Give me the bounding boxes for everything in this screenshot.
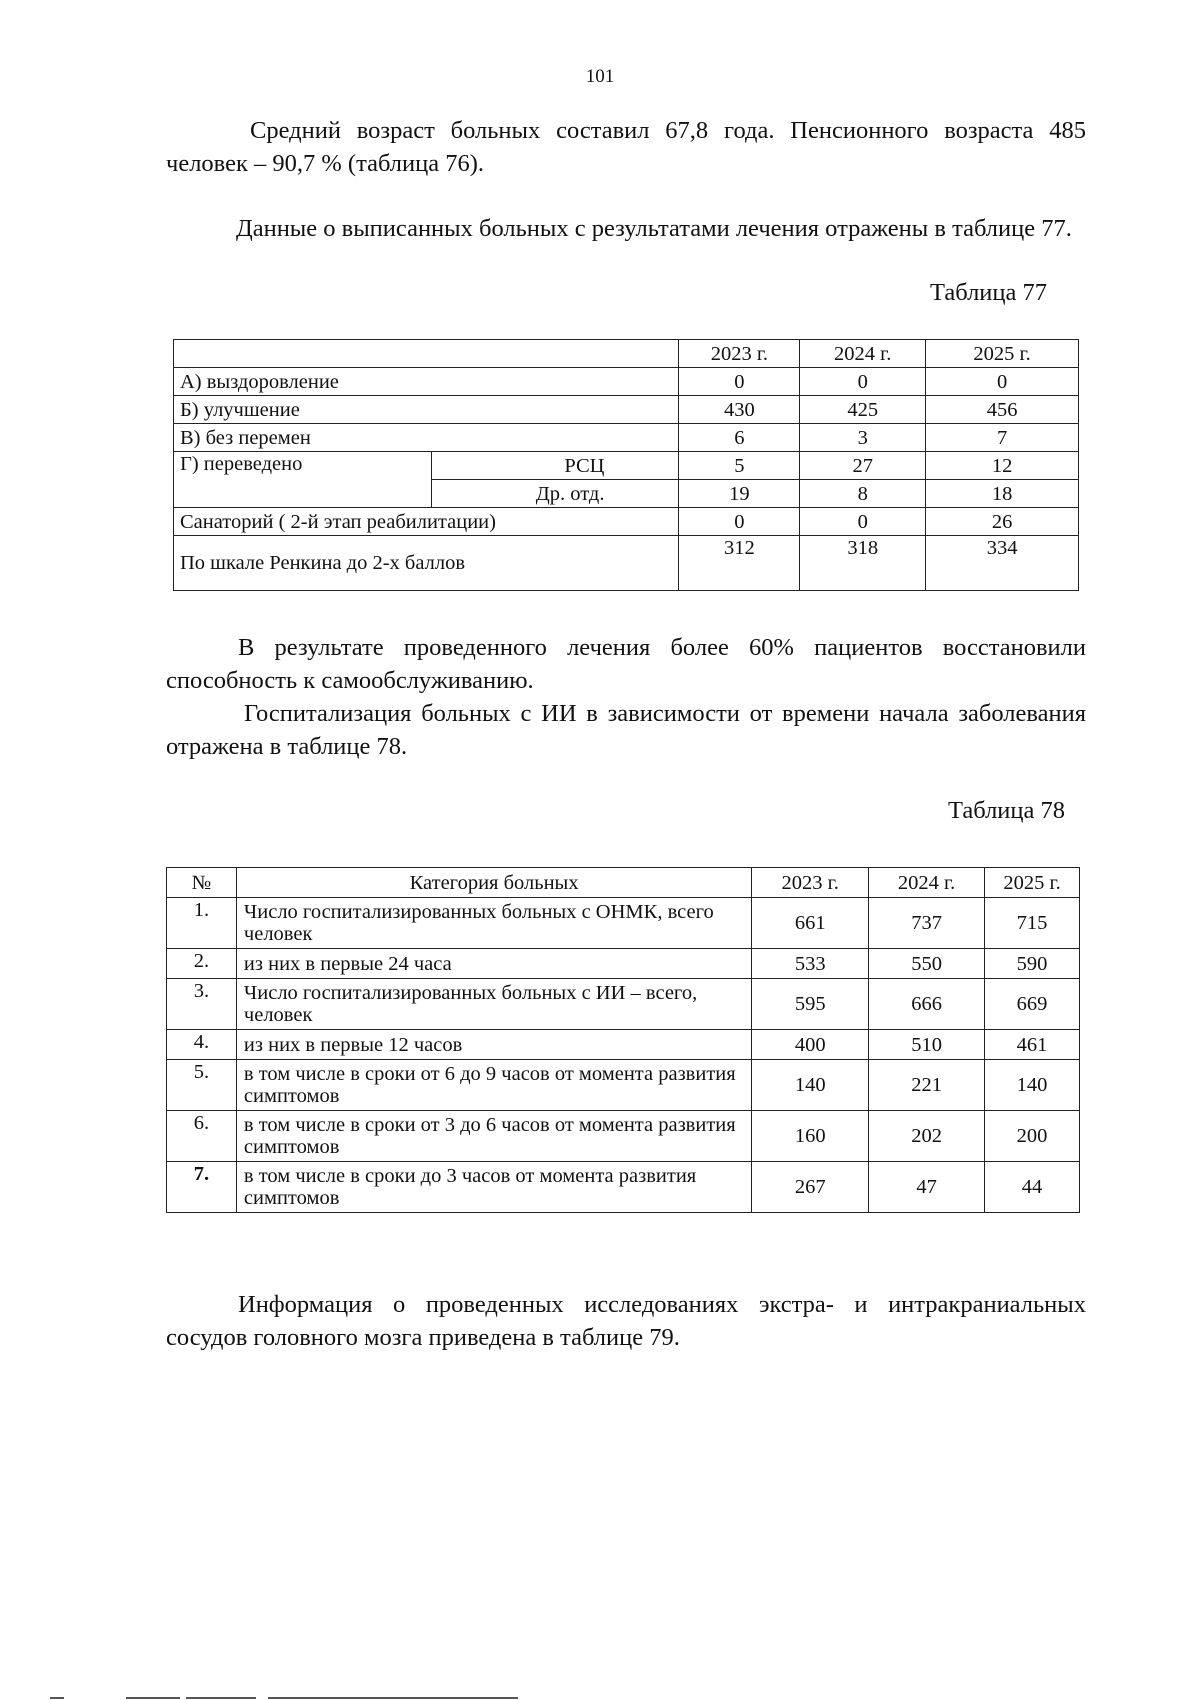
table-header-cell: 2025 г.	[926, 340, 1079, 368]
table-cell: 200	[985, 1111, 1080, 1162]
table-cell: 7	[926, 424, 1079, 452]
table-row	[167, 898, 1080, 949]
category-cell: из них в первые 12 часов	[236, 1030, 751, 1060]
row-label: Санаторий ( 2-й этап реабилитации)	[174, 508, 679, 536]
table-row	[174, 424, 1079, 452]
sub-row-label: Др. отд.	[431, 480, 679, 508]
table-78-caption: Таблица 78	[948, 797, 1066, 824]
table-cell: 590	[985, 949, 1080, 979]
table-row	[167, 1162, 1080, 1213]
footer-rule	[50, 1697, 64, 1699]
table-cell: 12	[926, 452, 1079, 480]
table-header-cell: №	[167, 868, 237, 898]
table-cell: 400	[752, 1030, 869, 1060]
table-cell: 221	[869, 1060, 985, 1111]
paragraph-hospitalization: Госпитализация больных с ИИ в зависимости от времени начала заболевания отражена в таблице 78.	[166, 700, 1086, 760]
row-label: Г) переведено	[174, 452, 432, 508]
table-cell: 461	[985, 1030, 1080, 1060]
table-row	[174, 340, 1079, 368]
row-label: Б) улучшение	[174, 396, 679, 424]
table-cell: 26	[926, 508, 1079, 536]
table-cell: 140	[752, 1060, 869, 1111]
table-cell: 0	[679, 508, 800, 536]
table-78	[166, 867, 1080, 1213]
category-cell: в том числе в сроки от 6 до 9 часов от момента развития симптомов	[236, 1060, 751, 1111]
footer-rule	[126, 1697, 180, 1699]
table-row	[167, 1060, 1080, 1111]
table-header-cell: 2023 г.	[679, 340, 800, 368]
table-cell: 19	[679, 480, 800, 508]
table-cell: 0	[800, 508, 926, 536]
table-cell: 318	[800, 536, 926, 591]
row-number: 6.	[167, 1111, 237, 1162]
table-cell: 737	[869, 898, 985, 949]
table-77	[173, 339, 1079, 591]
table-cell: 47	[869, 1162, 985, 1213]
table-cell: 27	[800, 452, 926, 480]
table-row	[174, 536, 1079, 591]
table-cell: 550	[869, 949, 985, 979]
row-number: 3.	[167, 979, 237, 1030]
row-number: 2.	[167, 949, 237, 979]
footer-rule	[268, 1697, 518, 1699]
row-label: А) выздоровление	[174, 368, 679, 396]
table-cell: 140	[985, 1060, 1080, 1111]
table-row	[167, 979, 1080, 1030]
table-cell: 160	[752, 1111, 869, 1162]
row-number: 4.	[167, 1030, 237, 1060]
table-row	[167, 1030, 1080, 1060]
table-cell: 715	[985, 898, 1080, 949]
table-cell: 312	[679, 536, 800, 591]
table-header-cell: 2024 г.	[800, 340, 926, 368]
table-cell: 202	[869, 1111, 985, 1162]
table-cell: 430	[679, 396, 800, 424]
paragraph-discharged: Данные о выписанных больных с результатами лечения отражены в таблице 77.	[236, 215, 1072, 242]
category-cell: в том числе в сроки до 3 часов от момента развития симптомов	[236, 1162, 751, 1213]
table-cell: 6	[679, 424, 800, 452]
table-header-cell: 2024 г.	[869, 868, 985, 898]
table-header-cell: Категория больных	[236, 868, 751, 898]
table-cell: 267	[752, 1162, 869, 1213]
table-cell: 3	[800, 424, 926, 452]
table-cell: 8	[800, 480, 926, 508]
table-cell: 456	[926, 396, 1079, 424]
table-cell: 0	[926, 368, 1079, 396]
category-cell: в том числе в сроки от 3 до 6 часов от момента развития симптомов	[236, 1111, 751, 1162]
table-cell: 334	[926, 536, 1079, 591]
table-77-caption: Таблица 77	[930, 279, 1048, 306]
table-header-cell	[174, 340, 679, 368]
category-cell: Число госпитализированных больных с ОНМК, всего человек	[236, 898, 751, 949]
table-cell: 661	[752, 898, 869, 949]
table-row	[174, 368, 1079, 396]
table-cell: 595	[752, 979, 869, 1030]
table-cell: 0	[800, 368, 926, 396]
table-header-cell: 2023 г.	[752, 868, 869, 898]
page-number: 101	[585, 66, 615, 87]
table-cell: 669	[985, 979, 1080, 1030]
paragraph-mean-age: Средний возраст больных составил 67,8 года. Пенсионного возраста 485 человек – 90,7 % (таблица 76).	[166, 117, 1086, 177]
table-row	[174, 508, 1079, 536]
footer-rule	[186, 1697, 256, 1699]
sub-row-label: РСЦ	[431, 452, 679, 480]
table-cell: 533	[752, 949, 869, 979]
table-header-cell: 2025 г.	[985, 868, 1080, 898]
category-cell: из них в первые 24 часа	[236, 949, 751, 979]
table-cell: 425	[800, 396, 926, 424]
paragraph-treatment-result: В результате проведенного лечения более 60% пациентов восстановили способность к самообслуживанию.	[166, 634, 1086, 694]
table-cell: 0	[679, 368, 800, 396]
table-row	[174, 396, 1079, 424]
row-label: По шкале Ренкина до 2-х баллов	[174, 536, 679, 591]
row-label: В) без перемен	[174, 424, 679, 452]
table-row	[167, 868, 1080, 898]
table-row	[174, 452, 1079, 480]
table-row	[167, 949, 1080, 979]
row-number: 1.	[167, 898, 237, 949]
row-number: 7.	[167, 1162, 237, 1213]
row-number: 5.	[167, 1060, 237, 1111]
table-cell: 510	[869, 1030, 985, 1060]
table-cell: 5	[679, 452, 800, 480]
table-row	[167, 1111, 1080, 1162]
category-cell: Число госпитализированных больных с ИИ – всего, человек	[236, 979, 751, 1030]
table-cell: 18	[926, 480, 1079, 508]
table-cell: 666	[869, 979, 985, 1030]
table-cell: 44	[985, 1162, 1080, 1213]
paragraph-vessel-studies: Информация о проведенных исследованиях экстра- и интракраниальных сосудов головного мозга приведена в таблице 79.	[166, 1291, 1086, 1351]
